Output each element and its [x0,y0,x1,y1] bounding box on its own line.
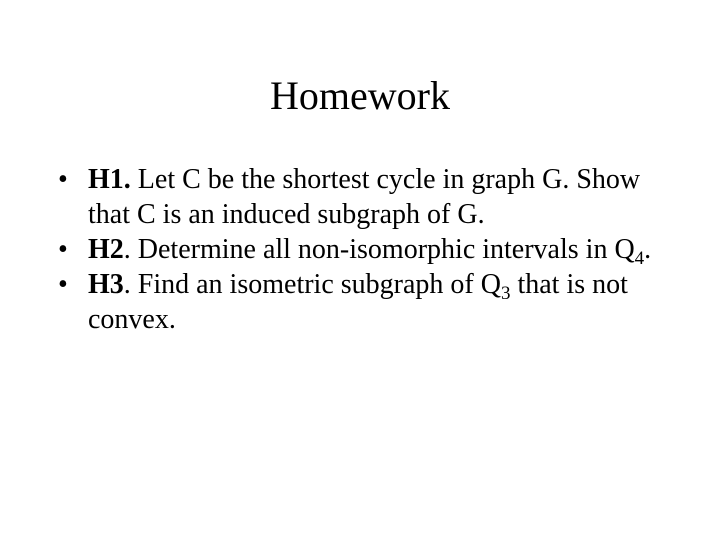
bullet-item-h3 [56,267,676,337]
bullet-list [56,162,676,337]
subscript: 3 [500,283,511,304]
slide-title: Homework [270,73,450,118]
bullet-item-h2 [56,232,676,267]
bullet-icon: • [58,234,68,265]
item-label: H1. [88,164,131,195]
item-text-end: that is not convex. [88,269,628,335]
item-label: H2 [88,234,124,265]
item-text: . Find an isometric subgraph of Q [123,269,501,300]
bullet-item-h1 [56,162,676,232]
bullet-icon: • [58,164,68,195]
subscript: 4 [634,248,645,269]
item-text: . Determine all non-isomorphic intervals in Q [123,234,635,265]
item-text: Let C be the shortest cycle in graph G. Show that C is an induced subgraph of G. [88,164,641,230]
item-text-end: . [644,234,652,265]
bullet-icon: • [58,269,68,300]
item-label: H3 [88,269,124,300]
